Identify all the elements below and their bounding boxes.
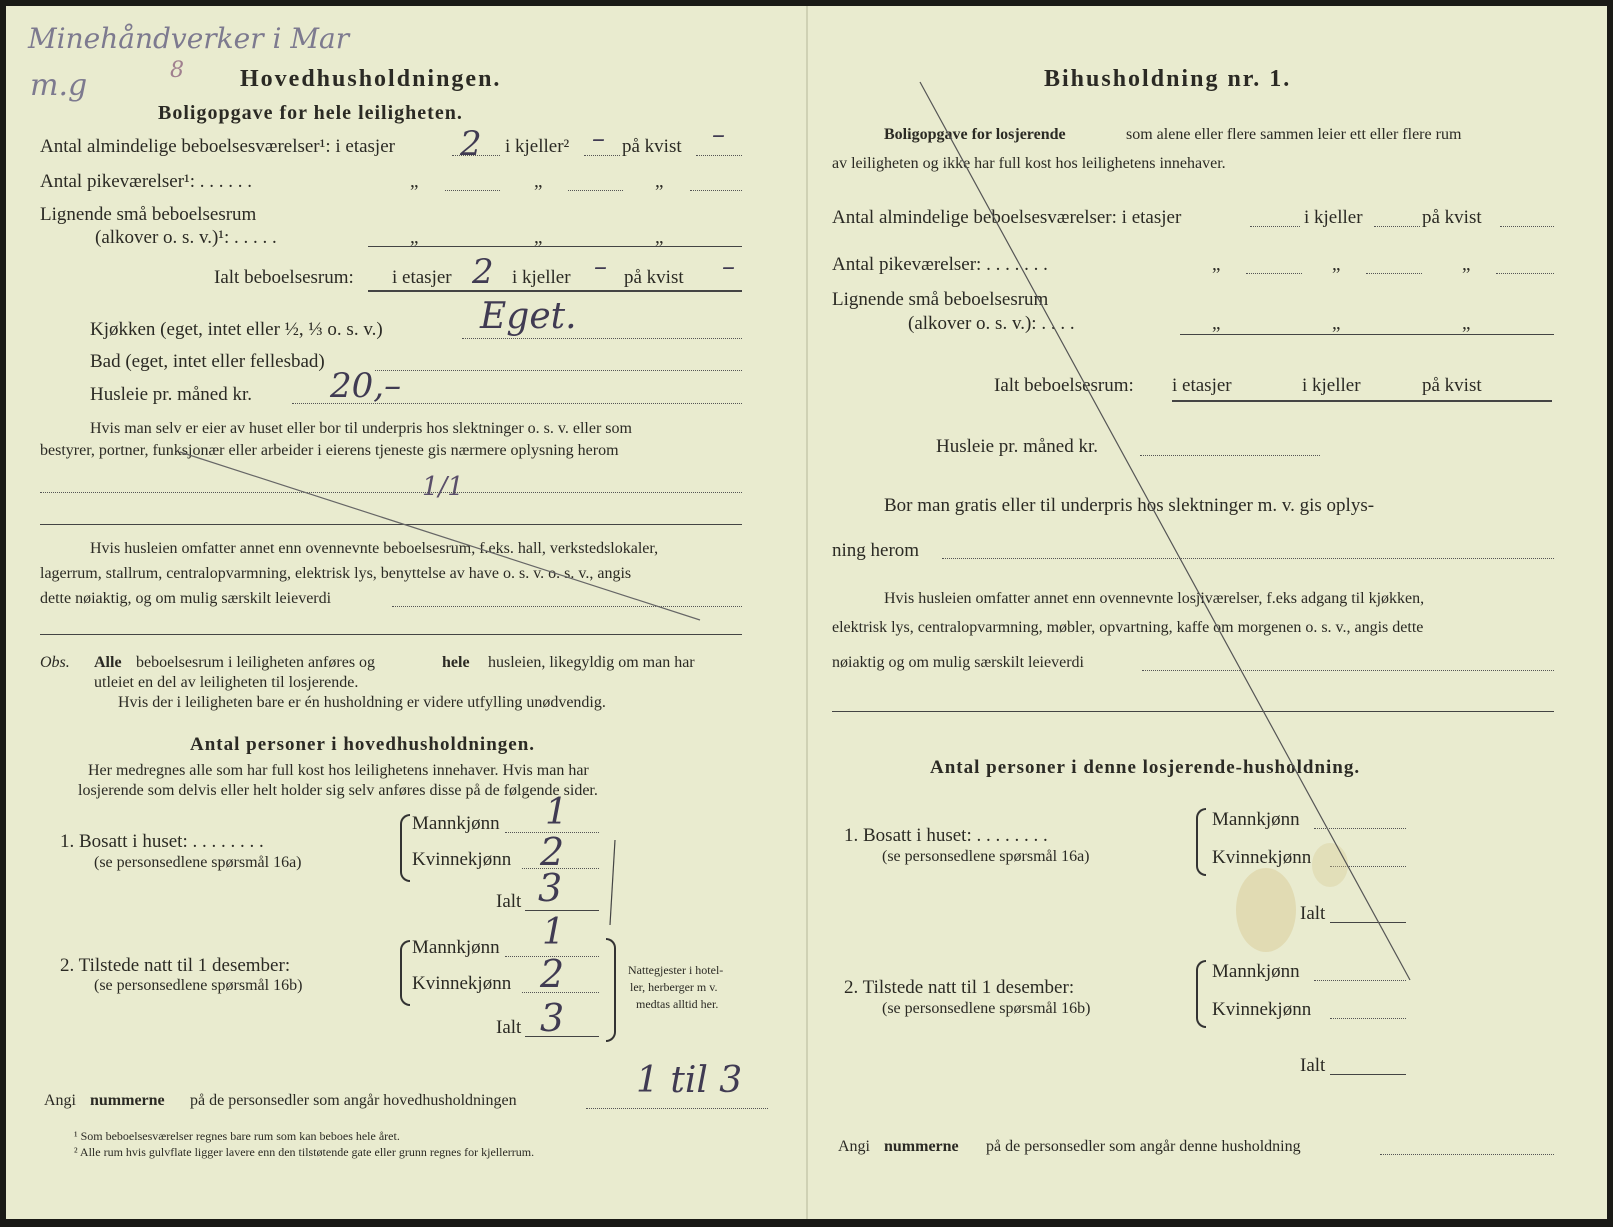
left-obs-alle: Alle [94, 654, 122, 671]
right-ialt-etasjer: i etasjer [1172, 375, 1232, 396]
left-row1-label: Antal almindelige beboelsesværelser¹: i etasjer [40, 136, 395, 157]
left-kjokken-label: Kjøkken (eget, intet eller ½, ⅓ o. s. v.) [90, 319, 383, 340]
left-angi-nummerne: nummerne [90, 1092, 165, 1109]
left-row2-label: Antal pikeværelser¹: . . . . . . [40, 171, 253, 192]
right-row2-label: Antal pikeværelser: . . . . . . . [832, 254, 1048, 275]
hw-kvist: – [712, 120, 725, 150]
left-row1-kjeller: i kjeller² [505, 136, 570, 157]
left-title: Hovedhusholdningen. [240, 66, 502, 92]
left-obs-label: Obs. [40, 654, 70, 671]
left-ialt-etasjer: i etasjer [392, 267, 452, 288]
right-q2-ialt: Ialt [1300, 1055, 1326, 1076]
right-row3-label-b: (alkover o. s. v.): . . . . [908, 313, 1075, 334]
hw-nummerne: 1 til 3 [636, 1060, 743, 1101]
right-row3-ditto3: „ [1462, 313, 1471, 334]
right-q1-sub: (se personsedlene spørsmål 16a) [882, 848, 1090, 865]
left-persons-b: losjerende som delvis eller helt holder sig selv anføres disse på de følgende sider. [78, 782, 598, 799]
hw-husleie: 20,– [330, 366, 402, 406]
hw-mann-tilstede: 1 [542, 912, 565, 953]
left-subtitle: Boligopgave for hele leiligheten. [158, 102, 463, 124]
right-ialt-kjeller: i kjeller [1302, 375, 1361, 396]
left-row2-ditto2: „ [534, 171, 543, 192]
right-angi-a: Angi [838, 1138, 870, 1155]
left-obs-line2: utleiet en del av leiligheten til losjerende. [94, 674, 359, 691]
strike-through-line [180, 452, 700, 620]
hw-ialt-etasjer: 2 [472, 252, 494, 292]
right-row2-ditto2: „ [1332, 254, 1341, 275]
right-ialt-kvist: på kvist [1422, 375, 1482, 396]
left-row3-ditto3: „ [655, 227, 664, 248]
right-persons-title: Antal personer i denne losjerende-husholdning. [930, 757, 1361, 778]
left-ialt-kjeller: i kjeller [512, 267, 571, 288]
footnote-2: ² Alle rum hvis gulvflate ligger lavere enn den tilstøtende gate eller grunn regnes for kjellerrum. [74, 1145, 535, 1159]
right-angi-nummerne: nummerne [884, 1138, 959, 1155]
right-row1-kjeller: i kjeller [1304, 207, 1363, 228]
left-para2-b: lagerrum, stallrum, centralopvarmning, elektrisk lys, benyttelse av have o. s. v. o. s. v., angis [40, 565, 632, 582]
stain [1236, 868, 1296, 952]
tally-mark [610, 840, 615, 925]
right-para-a: Hvis husleien omfatter annet enn ovennevnte losjiværelser, f.eks adgang til kjøkken, [884, 590, 1425, 607]
right-husleie-label: Husleie pr. måned kr. [936, 436, 1098, 457]
left-row3-label-a: Lignende små beboelsesrum [40, 204, 257, 225]
left-row3-ditto2: „ [534, 227, 543, 248]
hw-kvinne-bosatt: 2 [540, 830, 565, 874]
right-row2-ditto1: „ [1212, 254, 1221, 275]
hw-ialt-kjeller: – [594, 252, 607, 282]
left-row2-ditto3: „ [655, 171, 664, 192]
left-row3-label-b: (alkover o. s. v.)¹: . . . . . [95, 227, 277, 248]
left-q1-label: 1. Bosatt i huset: . . . . . . . . [60, 831, 264, 852]
left-para2-c: dette nøiaktig, og om mulig særskilt leieverdi [40, 590, 332, 607]
right-q2-sub: (se personsedlene spørsmål 16b) [882, 1000, 1091, 1017]
right-row2-ditto3: „ [1462, 254, 1471, 275]
hw-mann-bosatt: 1 [545, 792, 568, 833]
right-para-c: nøiaktig og om mulig særskilt leieverdi [832, 654, 1084, 671]
right-bor-a: Bor man gratis eller til underpris hos slektninger m. v. gis oplys- [884, 495, 1375, 516]
left-para1-a: Hvis man selv er eier av huset eller bor til underpris hos slektninger o. s. v. eller som [90, 420, 632, 437]
hw-kjeller: – [592, 124, 605, 154]
left-q2-sub: (se personsedlene spørsmål 16b) [94, 977, 303, 994]
right-q1-ialt: Ialt [1300, 903, 1326, 924]
left-q1-kvinne: Kvinnekjønn [412, 849, 512, 870]
left-ialt-kvist: på kvist [624, 267, 684, 288]
left-natt-b: ler, herberger m v. [630, 980, 718, 994]
right-q2-mann: Mannkjønn [1212, 961, 1300, 982]
right-q1-kvinne: Kvinnekjønn [1212, 847, 1312, 868]
right-row1-label: Antal almindelige beboelsesværelser: i etasjer [832, 207, 1182, 228]
left-row3-ditto1: „ [410, 227, 419, 248]
right-row3-ditto1: „ [1212, 313, 1221, 334]
strike-through-line [920, 82, 1410, 980]
hw-ialt-bosatt: 3 [538, 866, 563, 910]
right-row3-ditto2: „ [1332, 313, 1341, 334]
left-natt-a: Nattegjester i hotel- [628, 963, 724, 977]
left-obs-text-b: husleien, likegyldig om man har [488, 654, 695, 671]
hw-mg: m.g [30, 68, 88, 103]
left-q1-ialt: Ialt [496, 891, 522, 912]
right-para-b: elektrisk lys, centralopvarmning, møbler, opvartning, kaffe om morgenen o. s. v., angis dette [832, 619, 1424, 636]
right-q2-kvinne: Kvinnekjønn [1212, 999, 1312, 1020]
right-intro-bold: Boligopgave for losjerende [884, 126, 1066, 143]
left-bad-label: Bad (eget, intet eller fellesbad) [90, 351, 325, 372]
right-angi-c: på de personsedler som angår denne husholdning [986, 1138, 1301, 1155]
left-q2-label: 2. Tilstede natt til 1 desember: [60, 955, 291, 976]
hw-kjokken: Eget. [480, 296, 577, 337]
left-para2-a: Hvis husleien omfatter annet enn ovennevnte beboelsesrum, f.eks. hall, verkstedslokaler, [90, 540, 659, 557]
hw-ialt-kvist: – [722, 252, 735, 282]
left-obs-text-a: beboelsesrum i leiligheten anføres og [136, 654, 376, 671]
left-husleie-label: Husleie pr. måned kr. [90, 384, 252, 405]
right-q1-label: 1. Bosatt i huset: . . . . . . . . [844, 825, 1048, 846]
hw-mark: 1/1 [422, 472, 464, 502]
left-q1-sub: (se personsedlene spørsmål 16a) [94, 854, 302, 871]
left-row1-kvist: på kvist [622, 136, 682, 157]
left-q1-mann: Mannkjønn [412, 813, 500, 834]
right-q2-label: 2. Tilstede natt til 1 desember: [844, 977, 1075, 998]
left-q2-kvinne: Kvinnekjønn [412, 973, 512, 994]
left-angi-a: Angi [44, 1092, 76, 1109]
right-bor-b: ning herom [832, 540, 920, 561]
stain [1312, 843, 1348, 887]
right-intro-a: som alene eller flere sammen leier ett eller flere rum [1126, 126, 1462, 143]
left-persons-title: Antal personer i hovedhusholdningen. [190, 734, 536, 755]
left-angi-c: på de personsedler som angår hovedhusholdningen [190, 1092, 517, 1109]
left-persons-a: Her medregnes alle som har full kost hos leilighetens innehaver. Hvis man har [88, 762, 589, 779]
left-para1-b: bestyrer, portner, funksjonær eller arbeider i eierens tjeneste gis nærmere oplysning herom [40, 442, 619, 459]
hw-kvinne-tilstede: 2 [540, 952, 565, 996]
left-obs-line3: Hvis der i leiligheten bare er én husholdning er videre utfylling unødvendig. [118, 694, 606, 711]
footnote-1: ¹ Som beboelsesværelser regnes bare rum som kan beboes hele året. [74, 1129, 400, 1143]
hw-etasjer: 2 [460, 124, 482, 164]
right-q1-mann: Mannkjønn [1212, 809, 1300, 830]
left-obs-hele: hele [442, 654, 470, 671]
right-title: Bihusholdning nr. 1. [1044, 66, 1292, 92]
right-row1-kvist: på kvist [1422, 207, 1482, 228]
left-row2-ditto1: „ [410, 171, 419, 192]
left-q2-mann: Mannkjønn [412, 937, 500, 958]
left-ialt-label: Ialt beboelsesrum: [214, 267, 354, 288]
hw-number: 8 [170, 58, 184, 83]
left-natt-c: medtas alltid her. [636, 997, 719, 1011]
right-intro-b: av leiligheten og ikke har full kost hos leilighetens innehaver. [832, 155, 1226, 172]
hw-occupation: Minehåndverker i Mar [28, 22, 350, 55]
right-ialt-label: Ialt beboelsesrum: [994, 375, 1134, 396]
hw-ialt-tilstede: 3 [540, 996, 565, 1040]
right-row3-label-a: Lignende små beboelsesrum [832, 289, 1049, 310]
left-q2-ialt: Ialt [496, 1017, 522, 1038]
